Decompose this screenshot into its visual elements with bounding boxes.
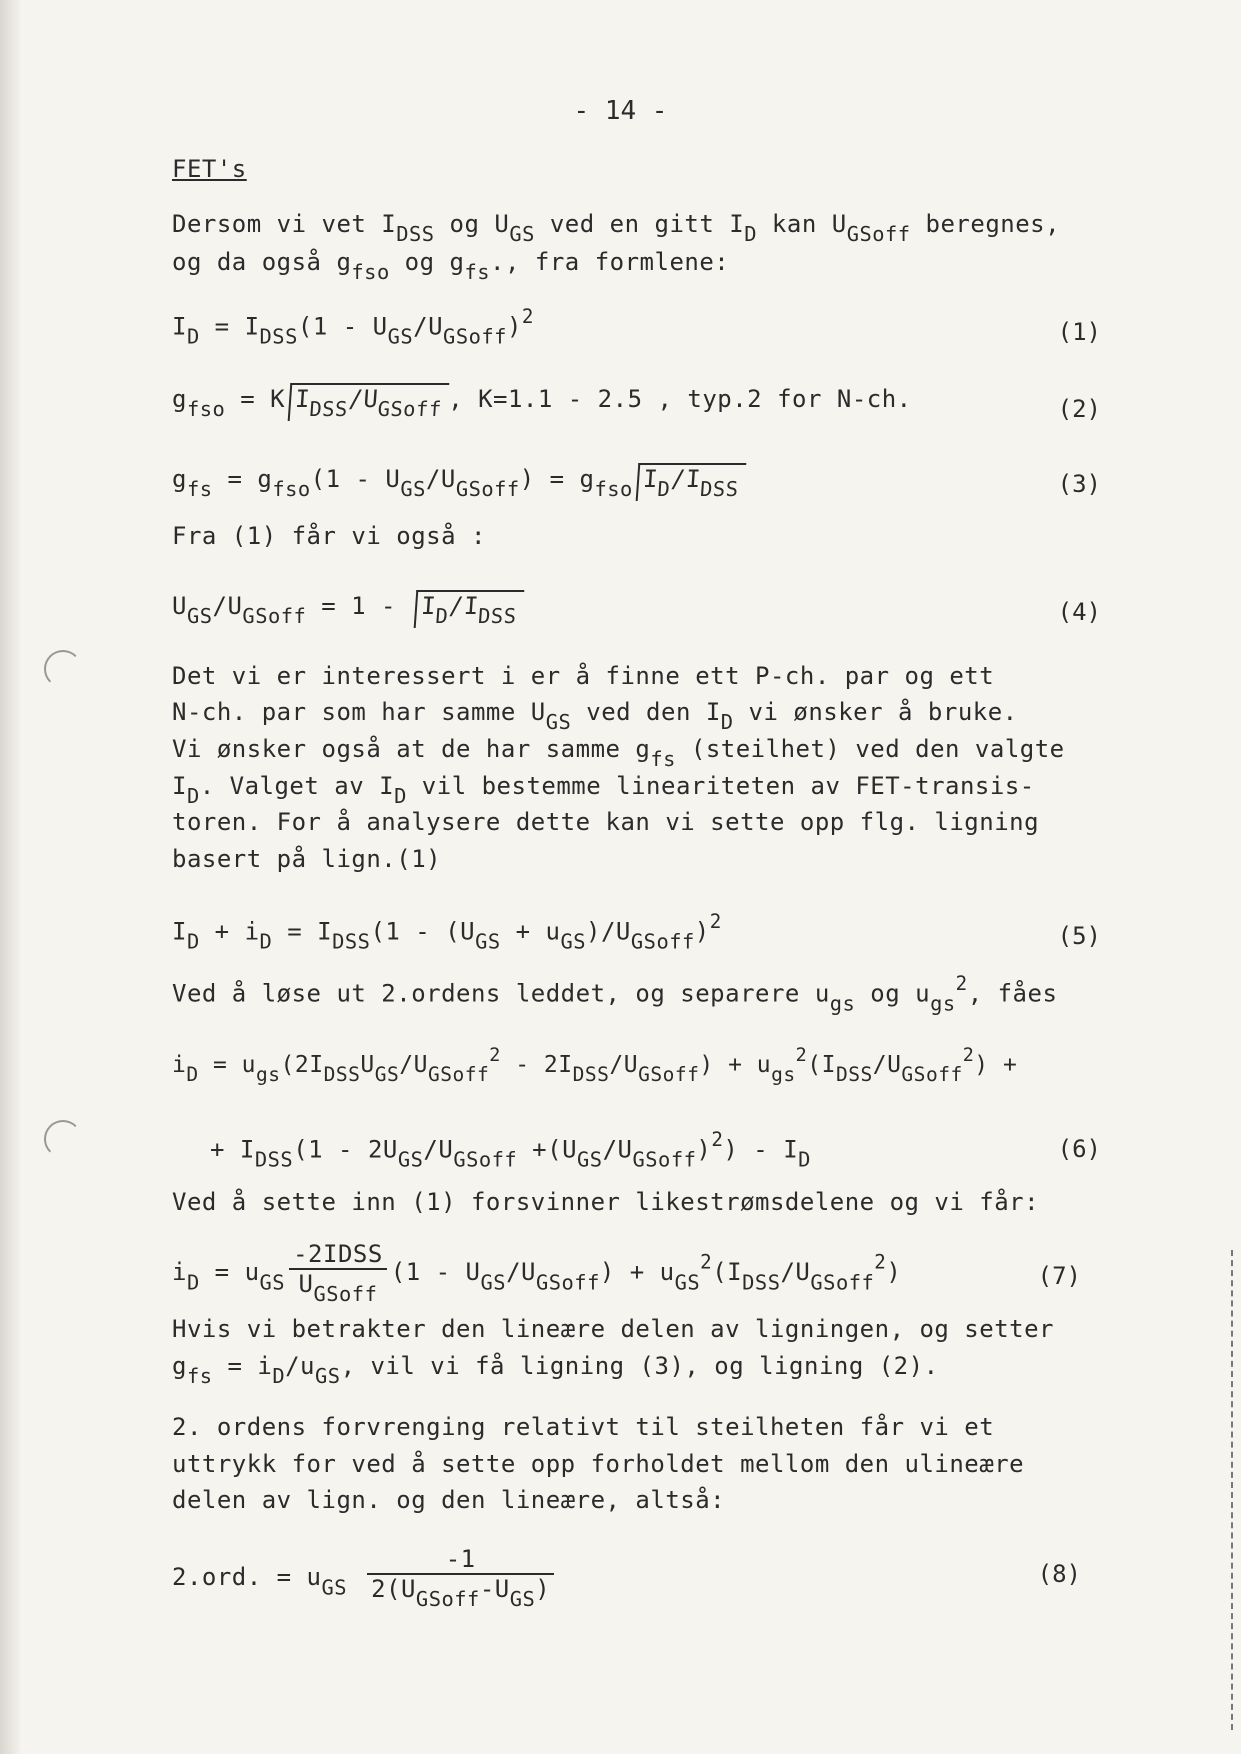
margin-dashed-line <box>1231 1250 1233 1730</box>
intro-line-2: og da også $g_{fso}$ og $g_{fs}$., fra formlene: <box>172 248 730 285</box>
square-root: $I_D/I_{DSS}$ <box>635 463 746 501</box>
equation-8: 2.ord. = $u_{GS}$ $\frac{-1}{2(U_{GSoff}-U_{GS})}$ <box>172 1545 558 1611</box>
from-eq1-text: Fra (1) får vi også : <box>172 522 486 550</box>
equation-number-4: (4) <box>1057 598 1101 626</box>
intro-line-1: Dersom vi vet $I_{DSS}$ og $U_{GS}$ ved en gitt $I_D$ kan $U_{GSoff}$ beregnes, <box>172 210 1061 247</box>
equation-number-2: (2) <box>1057 395 1101 423</box>
paragraph-line: $I_D$. Valget av $I_D$ vil bestemme lineariteten av FET-transis- <box>172 772 1035 809</box>
linear-text-line-1: Hvis vi betrakter den lineære delen av ligningen, og setter <box>172 1315 1055 1343</box>
equation-1: $I_D = I_{DSS}(1 - U_{GS}/U_{GSoff})^2$ <box>172 305 534 349</box>
equation-number-3: (3) <box>1057 470 1101 498</box>
distortion-line: uttrykk for ved å sette opp forholdet mellom den ulineære <box>172 1450 1025 1478</box>
distortion-line: 2. ordens forvrenging relativt til steilheten får vi et <box>172 1413 995 1441</box>
equation-6-line-1: $i_D = u_{gs}(2I_{DSS}U_{GS}/U_{GSoff}^2 - 2I_{DSS}/U_{GSoff}) + u_{gs}^2(I_{DSS}/U_{GSoff}^2)$ + <box>172 1045 1018 1086</box>
equation-6-line-2: + $I_{DSS}(1 - 2U_{GS}/U_{GSoff} +(U_{GS}/U_{GSoff})^2) - I_D$ <box>210 1128 811 1172</box>
equation-3: $g_{fs} = g_{fso}(1 - U_{GS}/U_{GSoff}) = g_{fso}$ $I_D/I_{DSS}$ <box>172 463 745 501</box>
paragraph-line: N-ch. par som har samme $U_{GS}$ ved den $I_D$ vi ønsker å bruke. <box>172 698 1018 735</box>
equation-number-1: (1) <box>1057 318 1101 346</box>
distortion-line: delen av lign. og den lineære, altså: <box>172 1486 726 1514</box>
equation-number-8: (8) <box>1037 1560 1081 1588</box>
punch-hole-mark <box>44 1120 82 1158</box>
paragraph-line: Det vi er interessert i er å finne ett P-ch. par og ett <box>172 662 995 690</box>
equation-number-7: (7) <box>1037 1262 1081 1290</box>
page-number: - 14 - <box>573 96 668 126</box>
fraction: $\frac{\text{-2IDSS}}{U_{GSoff}}$ <box>289 1240 387 1306</box>
linear-text-line-2: $g_{fs} = i_D/u_{GS}$, vil vi få ligning (3), og ligning (2). <box>172 1352 939 1389</box>
equation-2: $g_{fso} = K$ $I_{DSS}/U_{GSoff}$ , K=1.1 - 2.5 , typ.2 for N-ch. <box>172 385 912 422</box>
equation-4: $U_{GS}/U_{GSoff} = 1 - I_D/I_{DSS}$ <box>172 590 523 628</box>
paragraph-line: toren. For å analysere dette kan vi sette opp flg. ligning <box>172 808 1040 836</box>
paragraph-line: Vi ønsker også at de har samme $g_{fs}$ (steilhet) ved den valgte <box>172 735 1065 772</box>
paragraph-line: basert på lign.(1) <box>172 845 442 873</box>
fraction: $\frac{-1}{2(U_{GSoff}-U_{GS})}$ <box>367 1545 554 1611</box>
punch-hole-mark <box>44 650 82 688</box>
equation-number-5: (5) <box>1057 922 1101 950</box>
equation-number-6: (6) <box>1057 1135 1101 1163</box>
square-root: $I_D/I_{DSS}$ <box>414 590 525 628</box>
scan-edge-shadow <box>0 0 22 1754</box>
insert-text: Ved å sette inn (1) forsvinner likestrømsdelene og vi får: <box>172 1188 1040 1216</box>
square-root: $I_{DSS}/U_{GSoff}$ <box>288 383 450 421</box>
section-heading: FET's <box>172 155 247 183</box>
equation-7: $i_D = u_{GS}$ $\frac{\text{-2IDSS}}{U_{GSoff}}$ $(1 - U_{GS}/U_{GSoff}) + u_{GS}^2(I_{DSS}/U_{GSoff}^2)$ <box>172 1240 902 1307</box>
solve-text: Ved å løse ut 2.ordens leddet, og separere $u_{gs}$ og $u_{gs}^2$, fåes <box>172 972 1058 1016</box>
equation-5: $I_D + i_D = I_{DSS}(1 - (U_{GS} + u_{GS})/U_{GSoff})^2$ <box>172 910 722 954</box>
